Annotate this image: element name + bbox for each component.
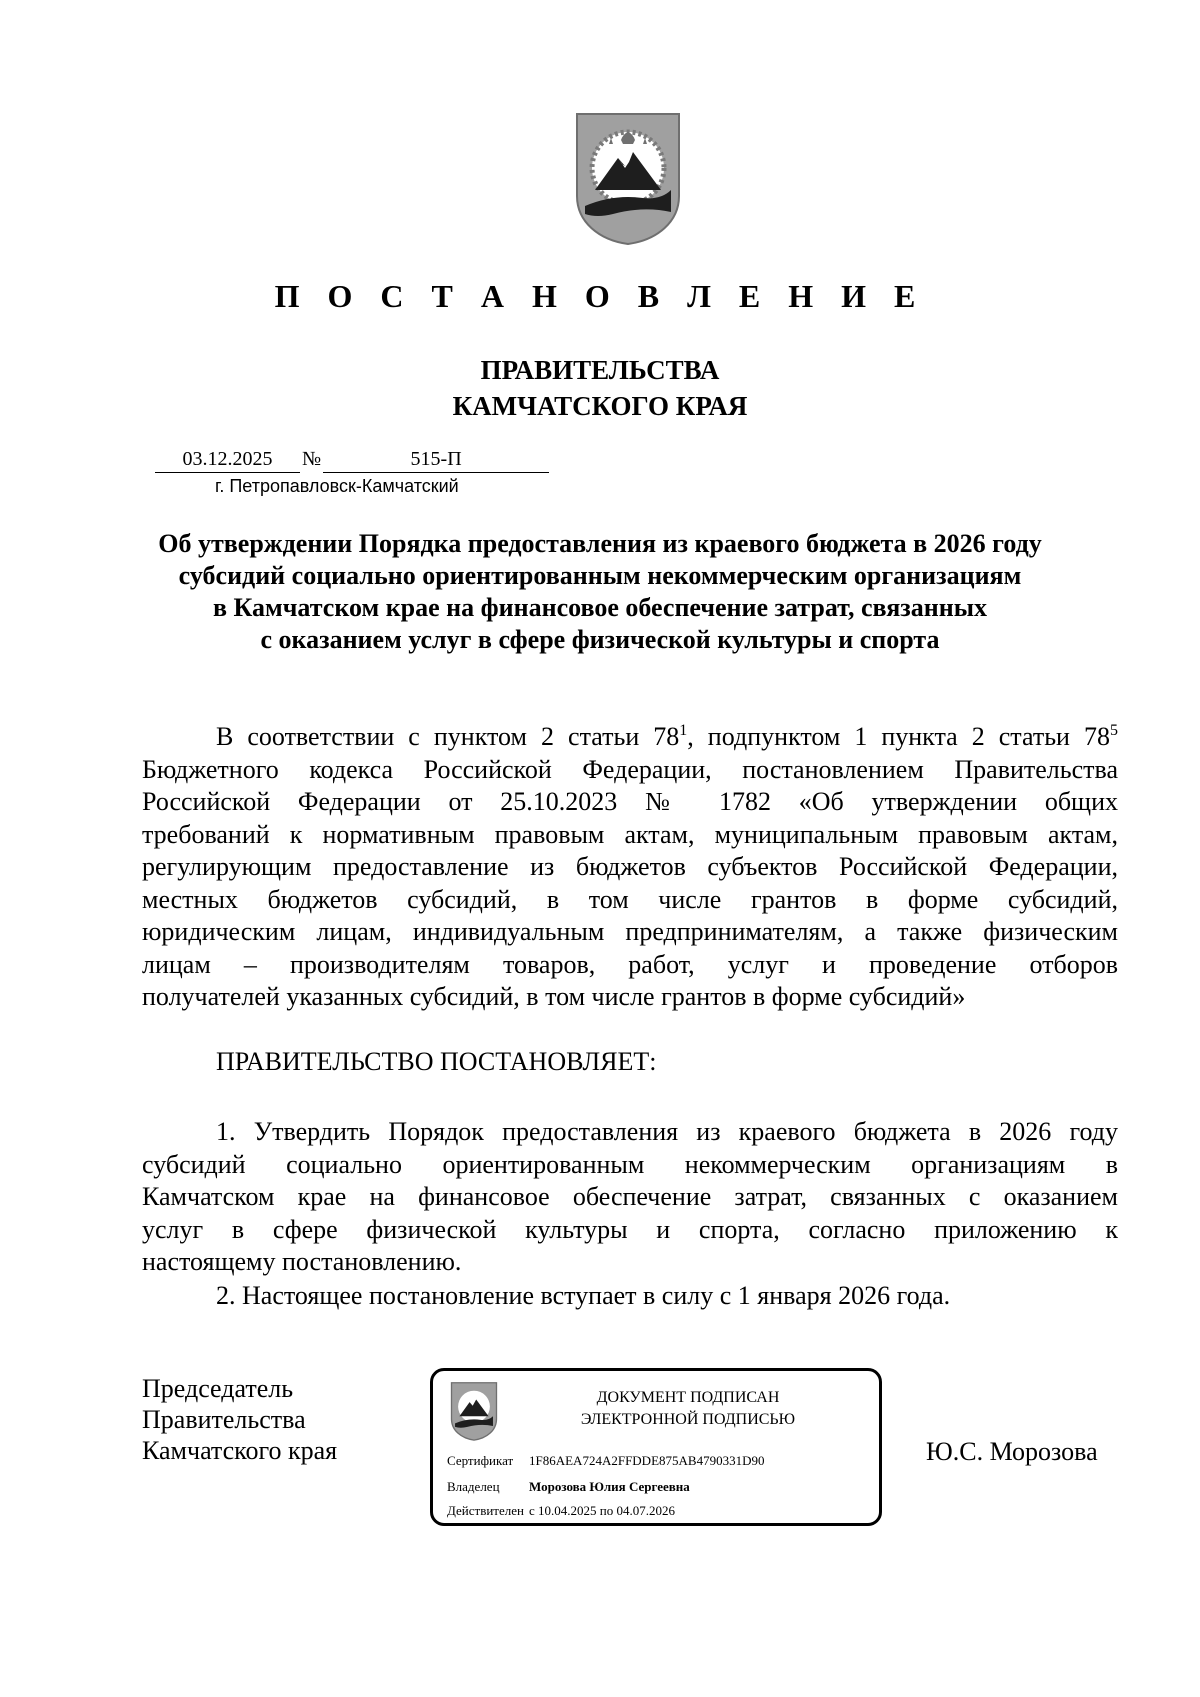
- signer-title-line: Правительства: [142, 1405, 306, 1434]
- preamble-line: лицам – производителям товаров, работ, услуг и проведение отборов: [142, 949, 1118, 979]
- document-date: 03.12.2025: [155, 446, 300, 473]
- signer-title-line: Камчатского края: [142, 1436, 338, 1465]
- preamble-line: регулирующим предоставление из бюджетов субъектов Российской Федерации,: [142, 852, 1118, 881]
- item-line: 1. Утвердить Порядок предоставления из краевого бюджета в 2026 году: [216, 1117, 1118, 1146]
- stamp-validity-row: [447, 1503, 675, 1519]
- superscript: 5: [1110, 722, 1118, 739]
- document-number: 515-П: [323, 446, 549, 473]
- preamble-line: получателей указанных субсидий, в том числе грантов в форме субсидий»: [142, 982, 966, 1011]
- preamble-line: юридическим лицам, индивидуальным предпринимателям, а также физическим: [142, 917, 1118, 946]
- item-line: услуг в сфере физической культуры и спорта, согласно приложению к: [142, 1214, 1118, 1244]
- stamp-title-line: ЭЛЕКТРОННОЙ ПОДПИСЬЮ: [580, 1411, 796, 1428]
- stamp-owner-row: [447, 1479, 690, 1495]
- signer-title-line: Председатель: [142, 1374, 294, 1403]
- owner-value: Морозова Юлия Сергеевна: [529, 1479, 690, 1494]
- decree-item-2: 2. Настоящее постановление вступает в силу с 1 января 2026 года.: [216, 1281, 951, 1310]
- item-line: субсидий социально ориентированным некоммерческим организациям в: [142, 1149, 1118, 1179]
- decree-heading: ПРАВИТЕЛЬСТВО ПОСТАНОВЛЯЕТ:: [216, 1047, 657, 1076]
- item-line: настоящему постановлению.: [142, 1247, 462, 1276]
- kamchatka-coat-of-arms-icon: [449, 1381, 499, 1441]
- signer-title: [142, 1373, 337, 1466]
- subject-line: субсидий социально ориентированным некоммерческим организациям: [178, 561, 1022, 590]
- issuer-line: ПРАВИТЕЛЬСТВА: [480, 355, 720, 385]
- date-number-line: [155, 446, 549, 473]
- certificate-label: Сертификат: [447, 1453, 514, 1468]
- stamp-certificate-row: [447, 1453, 764, 1469]
- superscript: 1: [679, 722, 688, 739]
- document-type: П О С Т А Н О В Л Е Н И Е: [274, 278, 926, 314]
- issuer: [0, 352, 1200, 424]
- owner-label: Владелец: [447, 1479, 500, 1494]
- preamble-line: Бюджетного кодекса Российской Федерации, постановлением Правительства: [142, 754, 1118, 784]
- validity-value: с 10.04.2025 по 04.07.2026: [529, 1503, 675, 1518]
- certificate-value: 1F86AEA724A2FFDDE875AB4790331D90: [529, 1453, 765, 1468]
- subject-line: Об утверждении Порядка предоставления из краевого бюджета в 2026 году: [158, 529, 1042, 558]
- preamble-text: В соответствии с пунктом 2 статьи 78: [216, 722, 680, 751]
- subject-line: в Камчатском крае на финансовое обеспечение затрат, связанных: [212, 593, 988, 622]
- city: г. Петропавловск-Камчатский: [215, 476, 459, 496]
- decree-item-1: [142, 1116, 1118, 1279]
- electronic-signature-stamp: [430, 1368, 882, 1526]
- preamble-line: местных бюджетов субсидий, в том числе грантов в форме субсидий,: [142, 884, 1118, 914]
- preamble-line: [142, 721, 1118, 754]
- signer-name: Ю.С. Морозова: [926, 1437, 1098, 1466]
- item-line: Камчатском крае на финансовое обеспечение затрат, связанных с оказанием: [142, 1182, 1118, 1211]
- stamp-title-line: ДОКУМЕНТ ПОДПИСАН: [596, 1389, 780, 1406]
- subject-line: с оказанием услуг в сфере физической культуры и спорта: [260, 625, 940, 654]
- preamble-line: требований к нормативным правовым актам, муниципальным правовым актам,: [142, 819, 1118, 849]
- validity-label: Действителен: [447, 1503, 524, 1518]
- number-sign: №: [302, 448, 322, 470]
- issuer-line: КАМЧАТСКОГО КРАЯ: [452, 391, 748, 421]
- preamble-line: Российской Федерации от 25.10.2023 № 1782 «Об утверждении общих: [142, 787, 1118, 816]
- document-subject: [130, 528, 1070, 656]
- preamble: [142, 721, 1118, 1014]
- kamchatka-coat-of-arms-icon: [573, 110, 683, 246]
- stamp-title: [503, 1387, 873, 1431]
- preamble-text: , подпунктом 1 пункта 2 статьи 78: [687, 722, 1110, 751]
